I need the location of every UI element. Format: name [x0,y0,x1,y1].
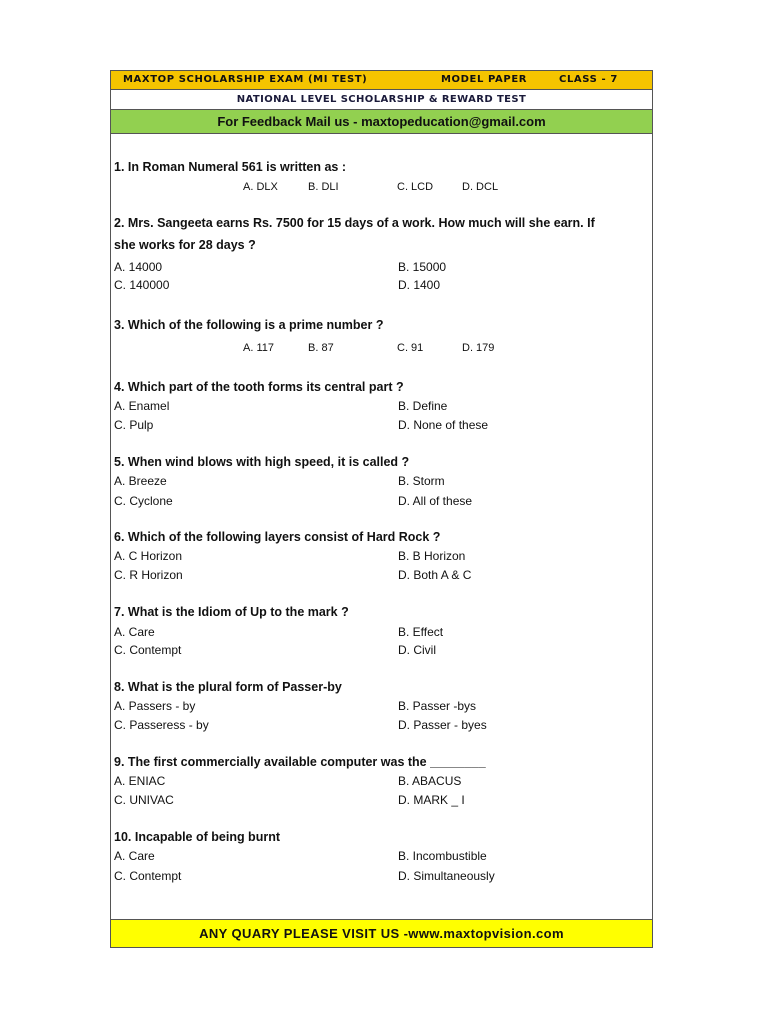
q4-option-a: A. Enamel [114,399,170,413]
q6-option-b: B. B Horizon [398,549,466,563]
q10-option-d: D. Simultaneously [398,869,495,883]
q3-option-b: B. 87 [308,342,334,354]
q3-option-a: A. 117 [243,342,274,354]
q1-option-b: B. DLI [308,181,339,193]
q8-option-d: D. Passer - byes [398,718,487,732]
q8-option-b: B. Passer -bys [398,699,477,713]
q8-option-a: A. Passers - by [114,699,196,713]
header-bar [111,71,652,90]
question-10: 10. Incapable of being burnt [114,830,280,844]
q8-option-c: C. Passeress - by [114,718,209,732]
question-2-line-1: 2. Mrs. Sangeeta earns Rs. 7500 for 15 days of a work. How much will she earn. If [114,216,595,230]
question-4: 4. Which part of the tooth forms its central part ? [114,380,404,394]
exam-title: MAXTOP SCHOLARSHIP EXAM (MI TEST) [123,74,368,85]
q2-option-a: A. 14000 [114,260,163,274]
q3-option-d: D. 179 [462,342,495,354]
q9-option-a: A. ENIAC [114,774,166,788]
class-label: CLASS - 7 [559,74,618,85]
q4-option-c: C. Pulp [114,418,154,432]
q1-option-c: C. LCD [397,181,434,193]
q5-option-a: A. Breeze [114,474,167,488]
question-3: 3. Which of the following is a prime number ? [114,318,384,332]
question-7: 7. What is the Idiom of Up to the mark ? [114,605,349,619]
q6-option-c: C. R Horizon [114,568,183,582]
question-5: 5. When wind blows with high speed, it is called ? [114,455,410,469]
q10-option-c: C. Contempt [114,869,182,883]
question-1: 1. In Roman Numeral 561 is written as : [114,160,347,174]
q7-option-a: A. Care [114,625,155,639]
q5-option-c: C. Cyclone [114,494,173,508]
q9-option-d: D. MARK _ I [398,793,465,807]
q2-option-b: B. 15000 [398,260,447,274]
q7-option-c: C. Contempt [114,643,182,657]
q7-option-d: D. Civil [398,643,436,657]
q6-option-d: D. Both A & C [398,568,472,582]
q9-option-b: B. ABACUS [398,774,462,788]
q5-option-b: B. Storm [398,474,445,488]
q2-option-d: D. 1400 [398,278,441,292]
question-9: 9. The first commercially available computer was the ________ [114,755,486,769]
q10-option-a: A. Care [114,849,155,863]
q6-option-a: A. C Horizon [114,549,183,563]
q4-option-d: D. None of these [398,418,489,432]
q1-option-a: A. DLX [243,181,278,193]
q5-option-d: D. All of these [398,494,473,508]
q4-option-b: B. Define [398,399,448,413]
footer-banner: ANY QUARY PLEASE VISIT US -www.maxtopvision.com [111,919,652,947]
question-6: 6. Which of the following layers consist of Hard Rock ? [114,530,441,544]
q3-option-c: C. 91 [397,342,424,354]
q10-option-b: B. Incombustible [398,849,487,863]
q7-option-b: B. Effect [398,625,444,639]
q2-option-c: C. 140000 [114,278,170,292]
q1-option-d: D. DCL [462,181,499,193]
subtitle: NATIONAL LEVEL SCHOLARSHIP & REWARD TEST [111,90,652,110]
model-paper-label: MODEL PAPER [441,74,528,85]
q9-option-c: C. UNIVAC [114,793,174,807]
feedback-banner: For Feedback Mail us - maxtopeducation@gmail.com [111,110,652,134]
question-8: 8. What is the plural form of Passer-by [114,680,342,694]
question-paper [110,70,653,948]
question-2-line-2: she works for 28 days ? [114,238,256,252]
